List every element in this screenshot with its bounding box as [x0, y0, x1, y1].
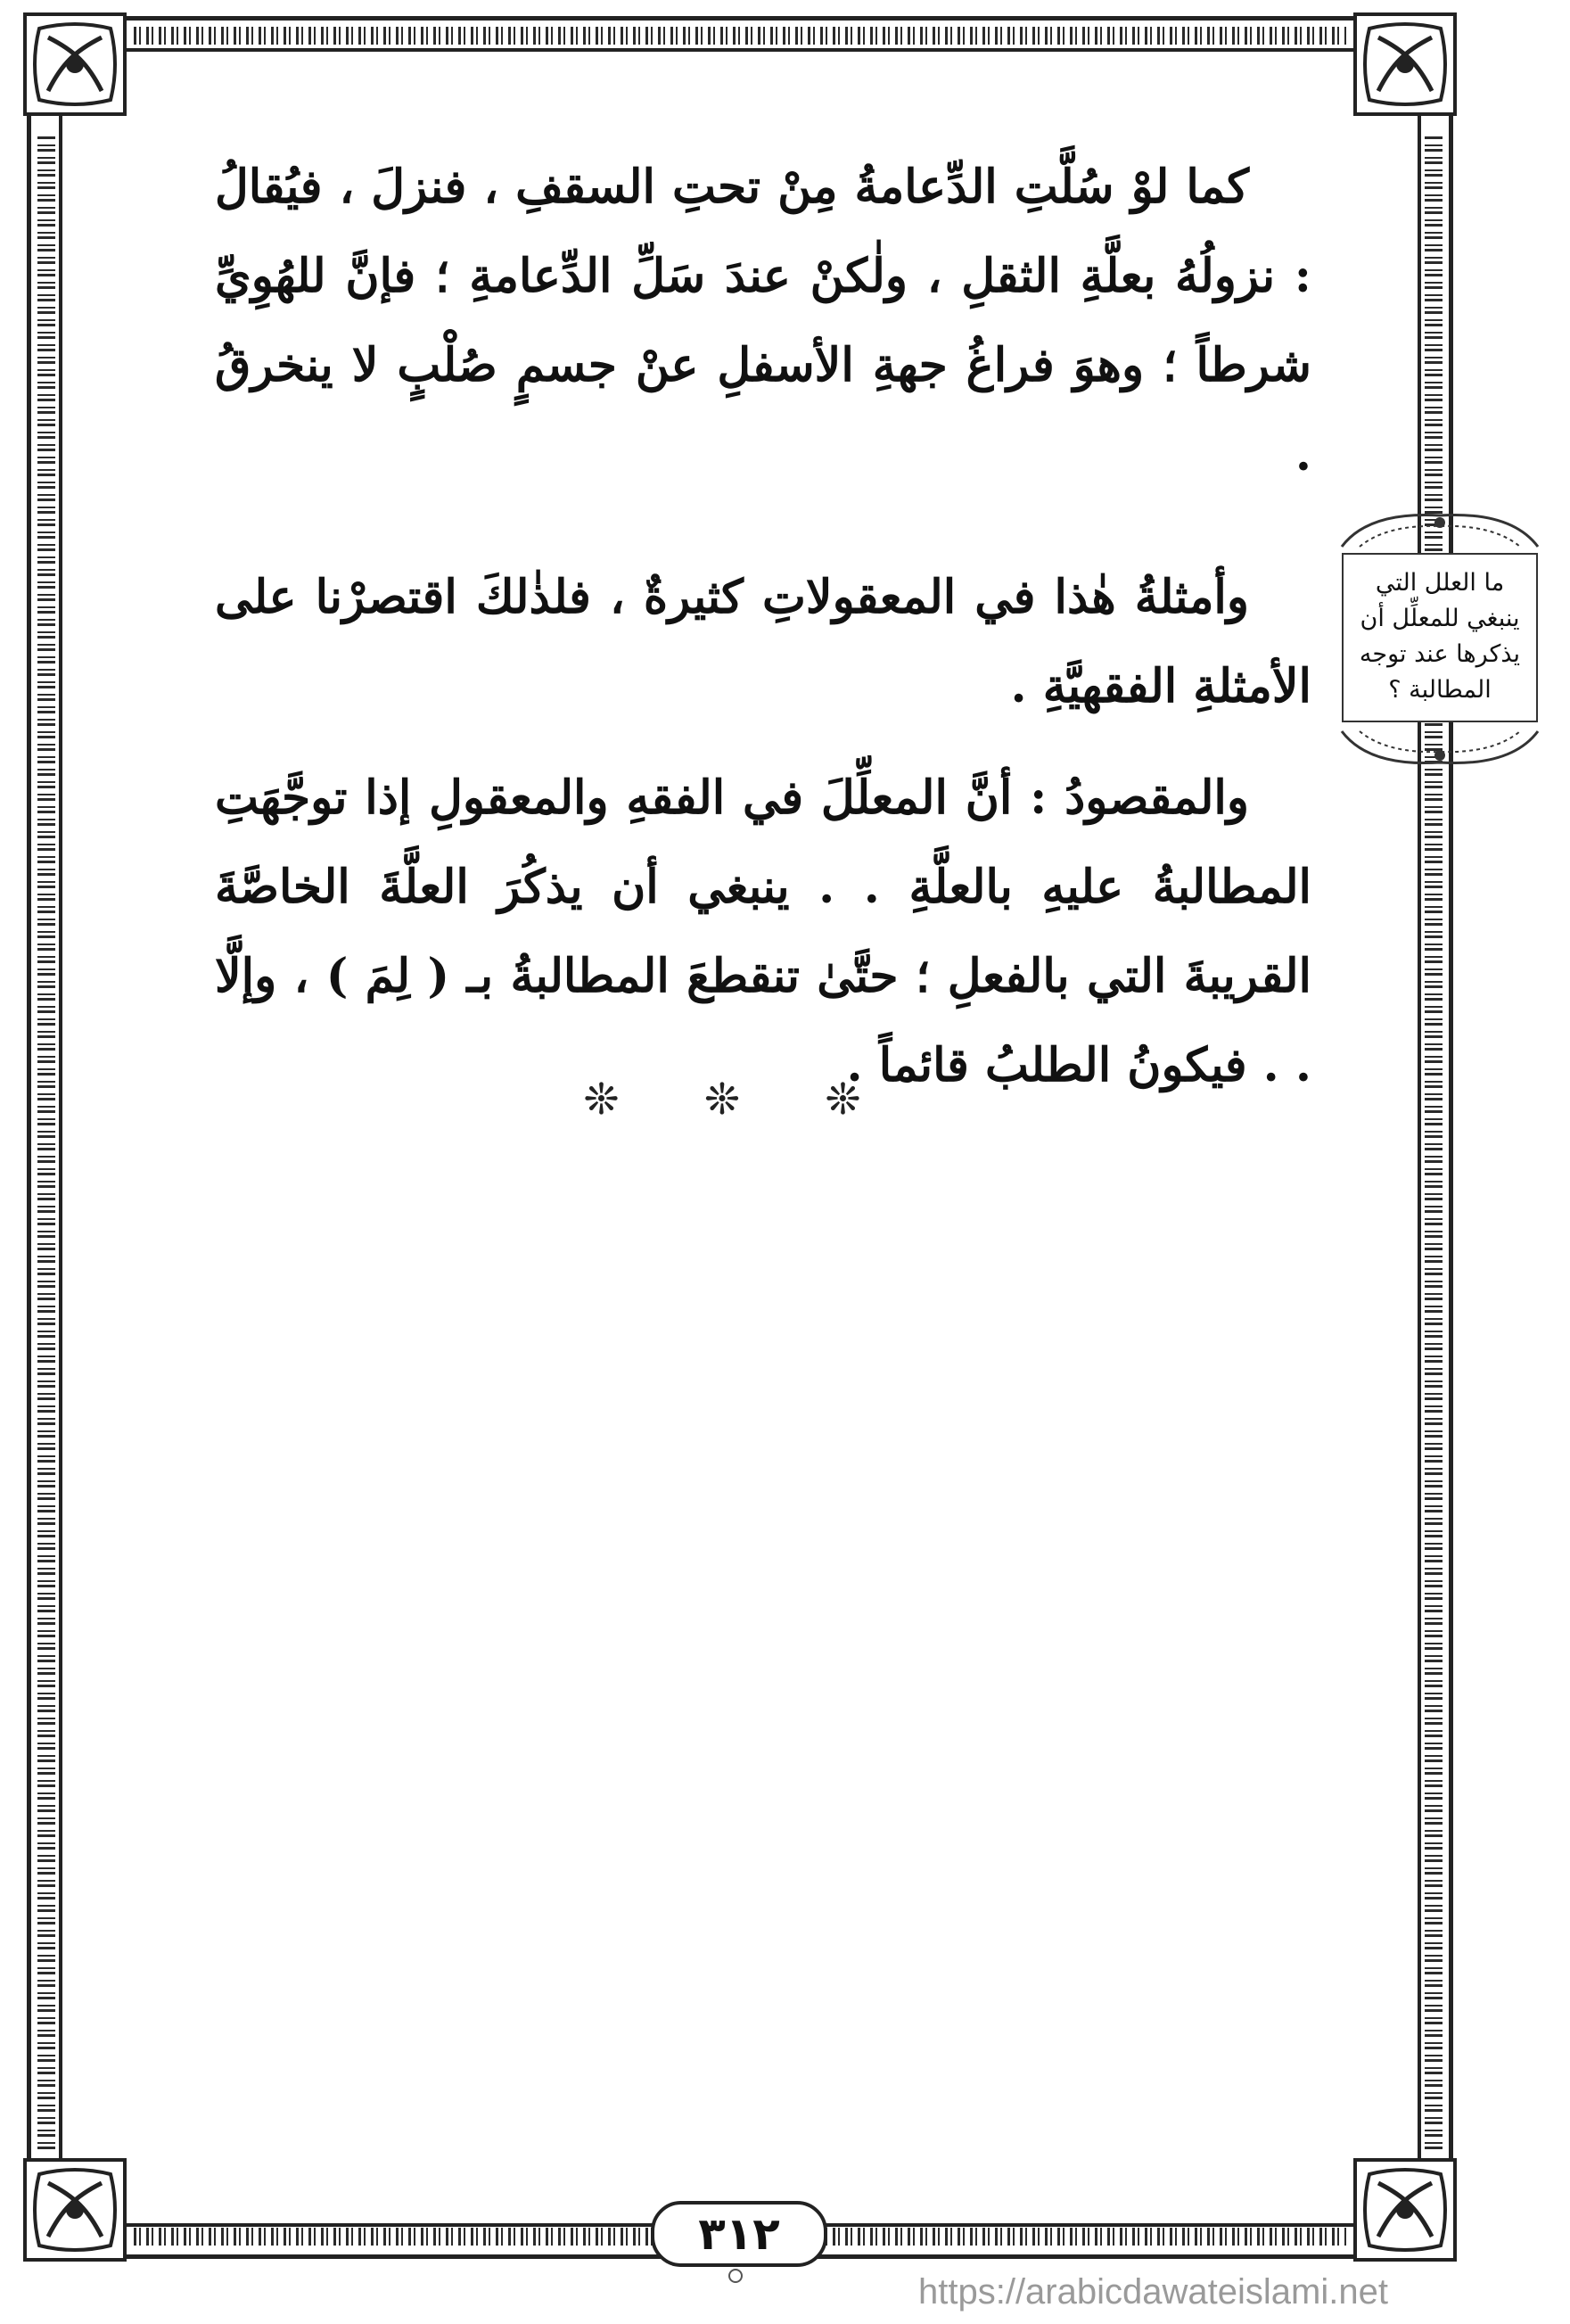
page-number-ornament-icon [727, 2267, 744, 2285]
margin-note-ornament-top-icon [1333, 507, 1547, 551]
corner-ornament-bottom-right-icon [1352, 2156, 1459, 2263]
main-text-paragraph-3 [215, 754, 1311, 1110]
section-separator [580, 1075, 900, 1128]
paragraph: كما لوْ سُلَّتِ الدِّعامةُ مِنْ تحتِ السقفِ ، فنزلَ ، فيُقالُ : نزولُهُ بعلَّةِ الثقلِ ، ولٰكنْ عندَ سَلِّ الدِّعامةِ ؛ فإنَّ للهُوِيِّ شرطاً ؛ وهوَ فراغُ جهةِ الأسفلِ عنْ جسمٍ صُلْبٍ لا ينخرقُ . [215, 160, 1311, 482]
corner-ornament-top-left-icon [21, 11, 128, 118]
frame-border-right [1425, 134, 1443, 2149]
margin-note-ornament-bottom-icon [1333, 727, 1547, 771]
margin-note-box [1342, 553, 1538, 722]
margin-note-line: ينبغي للمعلِّل أن [1360, 605, 1520, 632]
footer-url: https://arabicdawateislami.net [918, 2272, 1388, 2312]
margin-note-line: ما العلل التي [1375, 569, 1505, 597]
margin-note [1333, 499, 1547, 785]
corner-ornament-bottom-left-icon [21, 2156, 128, 2263]
corner-ornament-top-right-icon [1352, 11, 1459, 118]
paragraph: والمقصودُ : أنَّ المعلِّلَ في الفقهِ والمعقولِ إذا توجَّهَتِ المطالبةُ عليهِ بالعلَّةِ . . ينبغي أن يذكُرَ العلَّةَ الخاصَّةَ القريبةَ التي بالفعلِ ؛ حتَّىٰ تنقطعَ المطالبةُ بـ ( لِمَ ) ، وإلَّا . . فيكونُ الطلبُ قائماً . [215, 771, 1311, 1092]
margin-note-line: المطالبة ؟ [1388, 676, 1492, 704]
page-number-cartouche [642, 2194, 829, 2269]
separator-glyphs: ❊ ❊ ❊ [583, 1075, 897, 1125]
page-number: ٣١٢ [651, 2201, 827, 2267]
frame-border-left [37, 134, 55, 2149]
paragraph: وأمثلةُ هٰذا في المعقولاتِ كثيرةٌ ، فلذٰلكَ اقتصرْنا على الأمثلةِ الفقهيَّةِ . [215, 570, 1311, 713]
main-text-paragraph-1 [215, 143, 1311, 499]
frame-border-top [134, 27, 1346, 45]
margin-note-line: يذكرها عند توجه [1359, 640, 1521, 668]
main-text-paragraph-2 [215, 553, 1311, 731]
